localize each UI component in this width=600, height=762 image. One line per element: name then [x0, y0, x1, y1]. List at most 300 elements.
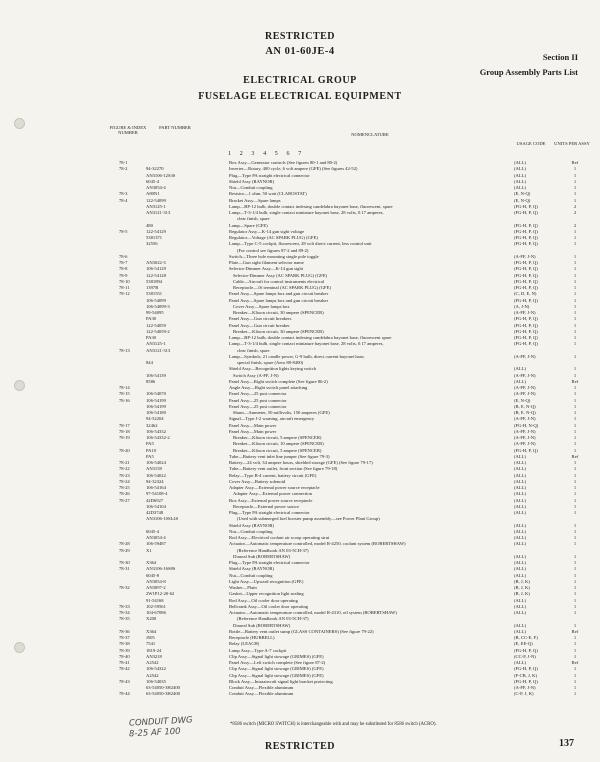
- usage-code-cell: (ALL): [514, 172, 526, 178]
- units-cell: 1: [573, 641, 577, 647]
- nomenclature-cell: Lamp—Type C-5 cockpit, fluorescent, 28 volt direct current, less control unit: [229, 241, 372, 247]
- units-cell: 1: [573, 441, 577, 447]
- figure-index-cell: 78-21: [119, 460, 130, 465]
- units-cell: Ref: [571, 378, 579, 384]
- usage-code-cell: (ALL): [514, 660, 526, 665]
- table-row: [0, 535, 600, 541]
- table-row: [0, 635, 600, 641]
- figure-index-cell: 78-22: [119, 466, 130, 472]
- units-cell: 1: [573, 603, 577, 609]
- nomenclature-cell: Adapter Assy—External power connection: [233, 491, 312, 497]
- nomenclature-cell: Panel Assy—25 post connector: [229, 403, 287, 409]
- units-cell: 1: [573, 303, 577, 309]
- units-cell: 1: [573, 197, 577, 203]
- units-cell: 1: [573, 185, 577, 190]
- figure-index-cell: 78-23: [119, 472, 130, 478]
- part-number-cell: 106-54199: [146, 397, 166, 403]
- table-row: [0, 460, 600, 466]
- units-cell: 1: [573, 391, 577, 397]
- part-number-cell: AN3106-12S3S: [146, 172, 176, 178]
- part-number-cell: 102-59561: [146, 603, 166, 609]
- table-row: [0, 360, 600, 366]
- units-cell: 1: [573, 622, 577, 628]
- nomenclature-cell: Plate—Gun sight filament selector name: [229, 260, 304, 265]
- part-number-cell: 8586: [146, 378, 156, 384]
- nomenclature-cell: Cable—Aircraft for control instruments electrical: [233, 278, 325, 284]
- table-row: [0, 216, 600, 222]
- table-row: [0, 191, 600, 197]
- nomenclature-cell: Washer—Plain: [229, 585, 257, 590]
- table-row: [0, 223, 600, 229]
- nomenclature-cell: Bracket Assy—Spare lamps: [229, 197, 281, 203]
- part-number-cell: X364: [146, 628, 157, 634]
- figure-index-cell: 78-30: [119, 560, 130, 565]
- units-cell: 1: [573, 385, 577, 390]
- usage-code-cell: (B, J, K): [514, 578, 530, 584]
- part-number-cell: 104-67086: [146, 610, 166, 615]
- part-number-cell: 106-54022: [146, 472, 166, 478]
- part-number-cell: AN3054-4: [146, 185, 166, 190]
- part-number-cell: 42D3748: [146, 510, 164, 515]
- nomenclature-cell: Plug—Type PA straight electrical connector: [229, 172, 310, 178]
- table-row: [0, 473, 600, 479]
- units-cell: Ref: [571, 628, 579, 634]
- usage-code-cell: (FG-H, P, Q): [514, 328, 538, 334]
- usage-code-cell: (B, J, K): [514, 591, 530, 597]
- figure-index-cell: 78-6: [119, 253, 128, 259]
- table-row: [0, 498, 600, 504]
- figure-index-cell: 78-44: [119, 691, 130, 697]
- figure-index-cell: 78-36: [119, 628, 130, 634]
- nomenclature-cell: Lamp—BP-12 bulb, double contact indexing candelabra bayonet base, fluorescent spare: [229, 335, 392, 340]
- nomenclature-cell: Actuator—Automatic temperature controlled, model R-4250, coolant system (ROBERTSHAW): [229, 541, 406, 547]
- usage-code-cell: (A-FF, J-N): [514, 391, 536, 397]
- table-row: [0, 654, 600, 660]
- usage-code-cell: (ALL): [514, 366, 526, 372]
- usage-code-cell: (ALL): [514, 610, 526, 615]
- usage-code-cell: (A-FF, J-N): [514, 416, 536, 422]
- units-cell: 1: [573, 447, 577, 453]
- units-cell: 1: [573, 666, 577, 672]
- part-number-cell: 106-54070: [146, 391, 166, 397]
- part-number-cell: 5381371: [146, 235, 163, 240]
- figure-index-cell: 78-1: [119, 160, 128, 165]
- nomenclature-cell: Adapter Assy—External power source receptacle: [229, 485, 320, 490]
- part-number-cell: A80N1: [146, 191, 160, 197]
- subgroup-title: FUSELAGE ELECTRICAL EQUIPMENT: [198, 91, 402, 102]
- nomenclature-cell: Actuator—Automatic temperature controlled, model R-4310, oil system (ROBERTSHAW): [229, 610, 397, 615]
- figure-index-cell: 78-28: [119, 541, 130, 547]
- document-number: AN 01-60JE-4: [265, 46, 335, 57]
- table-row: [0, 373, 600, 379]
- nomenclature-cell: Panel Assy—Spare lamps box and gun circuit breaker: [229, 297, 329, 303]
- usage-code-cell: (ALL): [514, 478, 526, 484]
- part-number-cell: 7541: [146, 641, 156, 647]
- table-row: [0, 566, 600, 572]
- units-cell: 1: [573, 316, 577, 322]
- units-cell: 1: [573, 410, 577, 415]
- units-cell: 1: [573, 228, 577, 234]
- table-row: [0, 423, 600, 429]
- nomenclature-cell: special finish, spare (Aero 88-8400): [237, 360, 304, 365]
- units-cell: 1: [573, 428, 577, 434]
- column-header-figure-index: FIGURE & INDEX NUMBER: [109, 125, 147, 136]
- nomenclature-cell: Diaseal Sub (ROBERTSHAW): [233, 622, 291, 628]
- table-row: [0, 248, 600, 254]
- units-cell: 1: [573, 260, 577, 265]
- figure-index-cell: 78-25: [119, 485, 130, 490]
- units-cell: 1: [573, 397, 577, 403]
- usage-code-cell: (ALL): [514, 178, 526, 184]
- nomenclature-cell: Box Assy—External power source receptacle: [229, 497, 313, 503]
- usage-code-cell: (E, N-Q): [514, 197, 531, 203]
- nomenclature-cell: Breaker—Klixon circuit, 30 ampere (SPENCER): [233, 328, 324, 334]
- usage-code-cell: (E, EE-Q): [514, 641, 533, 647]
- part-number-cell: AN3054-8: [146, 578, 166, 584]
- part-number-cell: 63-54050-3H2400: [146, 685, 180, 690]
- usage-code-cell: (E, N-Q): [514, 191, 531, 197]
- part-number-cell: AN3158: [146, 466, 162, 472]
- nomenclature-cell: Bottle—Battery vent outlet sump (GLASS CONTAINERS) (See figure 79-22): [229, 628, 374, 634]
- figure-index-cell: 78-3: [119, 191, 128, 197]
- units-cell: 1: [573, 297, 577, 303]
- nomenclature-cell: Battery—24 volt, 34 ampere hours, shielded storage (GFE) (See figure 79-17): [229, 460, 373, 465]
- nomenclature-cell: (Used with submerged fuel booster pump assembly—see Power Plant Group): [237, 516, 380, 522]
- usage-code-cell: (A-FF, J-N): [514, 385, 536, 390]
- page-number: 137: [559, 738, 574, 749]
- figure-index-cell: 78-17: [119, 422, 130, 428]
- figure-index-cell: 78-2: [119, 166, 128, 172]
- table-row: [0, 479, 600, 485]
- part-number-cell: AN3125-1: [146, 341, 166, 347]
- table-row: [0, 348, 600, 354]
- table-row: [0, 448, 600, 454]
- units-cell: 1: [573, 685, 577, 690]
- figure-index-cell: 78-39: [119, 647, 130, 653]
- section-label: Section II: [542, 52, 578, 62]
- nomenclature-cell: Conduit Assy—Flexible aluminum: [229, 691, 294, 697]
- part-number-cell: 106-54322: [146, 666, 166, 672]
- units-cell: 1: [573, 272, 577, 278]
- table-row: [0, 329, 600, 335]
- nomenclature-cell: Plug—Type PA straight electrical connector: [229, 510, 310, 515]
- units-cell: Ref: [571, 160, 579, 165]
- units-cell: 2: [573, 222, 577, 228]
- nomenclature-cell: Clip Assy—Signal light stowage (GRIMES) (GFE): [229, 653, 324, 659]
- nomenclature-cell: Selector-Dimmer Assy (AC SPARK PLUG) (GFE): [233, 272, 328, 278]
- figure-index-cell: 78-19: [119, 435, 130, 440]
- nomenclature-cell: Lamp—T-3-1/4 bulb, single contact miniature bayonet base, 28 volts, 0.17 amperes,: [229, 210, 384, 215]
- table-row: [0, 173, 600, 179]
- nomenclature-cell: Panel Assy—Left switch complete (See figure 87-2): [229, 660, 326, 665]
- figure-index-cell: 78-37: [119, 635, 130, 640]
- nomenclature-cell: Shield Assy (RAYNOR): [229, 566, 275, 572]
- usage-code-cell: (ALL): [514, 553, 526, 559]
- usage-code-cell: (ALL): [514, 603, 526, 609]
- part-number-cell: 106-54180: [146, 410, 166, 415]
- nomenclature-cell: Regulator—Voltage (AC SPARK PLUG) (GFE): [229, 235, 318, 240]
- units-cell: 1: [573, 366, 577, 372]
- usage-code-cell: (A-FF, J-N): [514, 428, 536, 434]
- units-cell: 1: [573, 485, 577, 490]
- table-row: [0, 204, 600, 210]
- part-number-cell: AN3125-1: [146, 203, 166, 209]
- nomenclature-cell: Shield Assy (RAYNOR): [229, 178, 275, 184]
- table-row: [0, 298, 600, 304]
- usage-code-cell: (FG-H, N-Q): [514, 422, 539, 428]
- nomenclature-cell: (For control see figures 87-2 and 89-2): [237, 247, 309, 253]
- usage-code-cell: (FG-H, P, Q): [514, 272, 538, 278]
- figure-index-cell: 78-32: [119, 585, 130, 590]
- table-row: [0, 641, 600, 647]
- restricted-footer: RESTRICTED: [264, 741, 336, 752]
- table-row: [0, 504, 600, 510]
- part-number-cell: AN3106-10SL4S: [146, 516, 179, 522]
- table-row: [0, 554, 600, 560]
- table-row: [0, 273, 600, 279]
- table-row: [0, 666, 600, 672]
- part-number-cell: PA30: [146, 316, 157, 322]
- part-number-cell: 6045-8: [146, 572, 160, 578]
- nomenclature-cell: Breaker—Klixon circuit, 30 ampere (SPENCER): [233, 310, 324, 315]
- usage-code-cell: (C, D, E, N): [514, 291, 537, 297]
- figure-index-cell: 78-43: [119, 678, 130, 684]
- table-row: [0, 210, 600, 216]
- units-cell: 1: [573, 635, 577, 640]
- nomenclature-cell: Signal—Type J-2 warning, aircraft emergency: [229, 416, 315, 422]
- usage-code-cell: (ALL): [514, 160, 526, 165]
- units-cell: 1: [573, 672, 577, 678]
- table-row: [0, 185, 600, 191]
- nomenclature-cell: Receptacle—16 terminal (AC SPARK PLUG) (GFE): [233, 285, 331, 290]
- usage-code-cell: (FG-H, P, Q): [514, 266, 538, 272]
- units-cell: 1: [573, 653, 577, 659]
- table-row: [0, 466, 600, 472]
- usage-code-cell: (FG-H, P, Q): [514, 335, 538, 340]
- nomenclature-cell: Cover Assy—Battery solenoid: [229, 478, 286, 484]
- figure-index-cell: 78-33: [119, 603, 130, 609]
- usage-code-cell: (FG-H, P, Q): [514, 228, 538, 234]
- figure-index-cell: 78-8: [119, 266, 128, 272]
- nomenclature-cell: Shield Assy (RAYNOR): [229, 522, 275, 528]
- units-cell: 1: [573, 422, 577, 428]
- usage-code-cell: (B, CC-E, F): [514, 635, 538, 640]
- figure-index-cell: 78-40: [119, 653, 130, 659]
- binder-hole: [14, 118, 25, 129]
- table-row: [0, 598, 600, 604]
- table-row: [0, 629, 600, 635]
- figure-index-cell: 78-41: [119, 660, 130, 665]
- units-cell: 1: [573, 310, 577, 315]
- figure-index-cell: 78-34: [119, 610, 130, 615]
- units-cell: 1: [573, 191, 577, 197]
- units-cell: 1: [573, 172, 577, 178]
- nomenclature-cell: Nut—Conduit coupling: [229, 528, 273, 534]
- usage-code-cell: (ALL): [514, 466, 526, 472]
- table-row: [0, 310, 600, 316]
- part-number-cell: 42D6927: [146, 497, 164, 503]
- units-cell: 1: [573, 572, 577, 578]
- part-number-cell: 106-54199: [146, 403, 166, 409]
- units-cell: 1: [573, 610, 577, 615]
- table-row: [0, 529, 600, 535]
- part-number-cell: 122-54099: [146, 197, 166, 203]
- units-cell: 1: [573, 353, 577, 359]
- usage-code-cell: (A-FF, J-N): [514, 685, 536, 690]
- usage-code-cell: (ALL): [514, 628, 526, 634]
- figure-index-cell: 78-29: [119, 547, 130, 553]
- figure-index-cell: 78-9: [119, 272, 128, 278]
- part-number-cell: AN3106-16S8S: [146, 566, 176, 572]
- usage-code-cell: (ALL): [514, 485, 526, 490]
- part-number-cell: AN3121-313: [146, 210, 171, 215]
- nomenclature-cell: Switch—Three hole mounting single pole toggle: [229, 253, 319, 259]
- figure-index-cell: 78-24: [119, 478, 130, 484]
- units-cell: 1: [573, 541, 577, 547]
- part-number-cell: 122-54129: [146, 228, 166, 234]
- nomenclature-cell: Panel Assy—Main power: [229, 422, 277, 428]
- part-number-cell: 6045-4: [146, 528, 160, 534]
- figure-index-cell: 78-15: [119, 391, 130, 397]
- table-row: [0, 354, 600, 360]
- column-header-nomenclature: NOMENCLATURE: [351, 132, 389, 137]
- units-cell: 1: [573, 478, 577, 484]
- part-number-cell: X200: [146, 616, 157, 622]
- part-number-cell: 106-54164: [146, 485, 166, 490]
- part-number-cell: 122-54128: [146, 272, 166, 278]
- table-row: [0, 685, 600, 691]
- usage-code-cell: (ALL): [514, 460, 526, 465]
- units-cell: 1: [573, 553, 577, 559]
- nomenclature-cell: Nut—Conduit coupling: [229, 185, 273, 190]
- units-cell: 1: [573, 535, 577, 540]
- units-cell: 1: [573, 585, 577, 590]
- nomenclature-cell: clear finish, spare: [237, 216, 270, 222]
- table-row: [0, 541, 600, 547]
- nomenclature-cell: Conduit Assy—Flexible aluminum: [229, 685, 294, 690]
- usage-code-cell: (ALL): [514, 497, 526, 503]
- usage-code-cell: (ALL): [514, 522, 526, 528]
- figure-index-cell: 78-35: [119, 616, 130, 622]
- usage-code-cell: (B, J, K): [514, 585, 530, 590]
- usage-code-cell: (F-CB, J, K): [514, 672, 537, 678]
- table-row: [0, 416, 600, 422]
- table-row: [0, 341, 600, 347]
- nomenclature-cell: Panel Assy—Main power: [229, 428, 277, 434]
- table-row: [0, 385, 600, 391]
- units-cell: 1: [573, 403, 577, 409]
- part-number-cell: 94-32324: [146, 478, 164, 484]
- footnote: *8586 switch (MICRO SWITCH) is interchangeable with and may be substituted for 8586 switch (ACRO).: [230, 722, 437, 727]
- usage-code-cell: (E, N-Q): [514, 397, 531, 403]
- nomenclature-cell: clear finish, spare: [237, 347, 270, 353]
- column-header-part-number: PART NUMBER: [159, 125, 191, 130]
- usage-code-cell: (A-FF, J-N): [514, 441, 536, 447]
- units-cell: 1: [573, 253, 577, 259]
- table-row: [0, 610, 600, 616]
- units-cell: 1: [573, 166, 577, 172]
- usage-code-cell: (ALL): [514, 453, 526, 459]
- usage-code-cell: (ALL): [514, 566, 526, 572]
- usage-code-cell: (FG-H, P, Q): [514, 260, 538, 265]
- usage-code-cell: (A-FF, J-N): [514, 435, 536, 440]
- nomenclature-cell: Lamp Assy—Type A-7 cockpit: [229, 647, 287, 653]
- nomenclature-cell: Lamp—T-3-1/4 bulb, single contact miniature bayonet base, 28 volts, 0.17 amperes,: [229, 341, 384, 347]
- table-row: [0, 548, 600, 554]
- nomenclature-cell: Block Assy—Intraaircraft signal light bracket protecting: [229, 678, 333, 684]
- units-cell: 1: [573, 335, 577, 340]
- usage-code-cell: (FG-H, P, Q): [514, 647, 538, 653]
- units-cell: 1: [573, 435, 577, 440]
- part-number-cell: 106-54099: [146, 297, 166, 303]
- usage-code-cell: (ALL): [514, 166, 526, 172]
- table-row: [0, 266, 600, 272]
- part-number-cell: 106-54139: [146, 372, 166, 378]
- part-number-cell: AN3218: [146, 653, 162, 659]
- table-row: [0, 241, 600, 247]
- usage-code-cell: (FG-H, P, Q): [514, 222, 538, 228]
- figure-index-cell: 78-14: [119, 385, 130, 390]
- table-row: [0, 516, 600, 522]
- table-row: [0, 429, 600, 435]
- units-cell: 1: [573, 322, 577, 328]
- part-number-cell: 106-54099-3: [146, 303, 170, 309]
- part-number-cell: 63-54050-3H2400: [146, 691, 180, 697]
- part-number-cell: 106-54332-2: [146, 435, 170, 440]
- nomenclature-cell: Panel Assy—25 post connector: [229, 391, 287, 397]
- part-number-cell: AN3022-3: [146, 260, 166, 265]
- units-cell: 1: [573, 266, 577, 272]
- usage-code-cell: (ALL): [514, 535, 526, 540]
- table-row: [0, 323, 600, 329]
- part-number-cell: 6045-4: [146, 178, 160, 184]
- nomenclature-cell: Regulator Assy—K-14 gun sight voltage: [229, 228, 305, 234]
- units-cell: 1: [573, 372, 577, 378]
- part-number-cell: 94-52204: [146, 416, 164, 422]
- units-cell: 1: [573, 597, 577, 603]
- nomenclature-cell: Lamp—Symbols, 21 candle power, G-9 bulb, direct current bayonet base,: [229, 353, 365, 359]
- part-number-cell: 106-54332: [146, 428, 166, 434]
- part-number-cell: 1397B: [146, 285, 159, 290]
- table-row: [0, 335, 600, 341]
- usage-code-cell: (ALL): [514, 597, 526, 603]
- part-number-cell: 106-54129: [146, 266, 166, 272]
- nomenclature-cell: Panel Assy—Gun circuit breaker: [229, 322, 290, 328]
- part-number-cell: 5381894: [146, 278, 163, 284]
- usage-code-cell: (FG-H, P, Q): [514, 316, 538, 322]
- units-cell: 1: [573, 416, 577, 422]
- table-row: [0, 291, 600, 297]
- table-row: [0, 285, 600, 291]
- table-row: [0, 585, 600, 591]
- section-title: Group Assembly Parts List: [479, 67, 578, 77]
- nomenclature-cell: Clip Assy—Signal light stowage (GRIMES) (GFE): [229, 672, 324, 678]
- units-cell: 1: [573, 235, 577, 240]
- figure-index-cell: 78-7: [119, 260, 128, 265]
- nomenclature-cell: Clip Assy—Signal light stowage (GRIMES) (GFE): [229, 666, 324, 672]
- part-number-cell: J505: [146, 635, 155, 640]
- units-cell: 1: [573, 460, 577, 465]
- nomenclature-cell: Diaseal Sub (ROBERTSHAW): [233, 553, 291, 559]
- nomenclature-cell: Bellcrank Assy—Oil cooler door operating: [229, 603, 309, 609]
- figure-index-cell: 78-20: [119, 447, 130, 453]
- table-row: [0, 229, 600, 235]
- usage-code-cell: (ALL): [514, 510, 526, 515]
- units-cell: 1: [573, 278, 577, 284]
- table-row: [0, 279, 600, 285]
- part-number-cell: 122-54059: [146, 322, 166, 328]
- usage-code-cell: (A-FF, J-N): [514, 353, 536, 359]
